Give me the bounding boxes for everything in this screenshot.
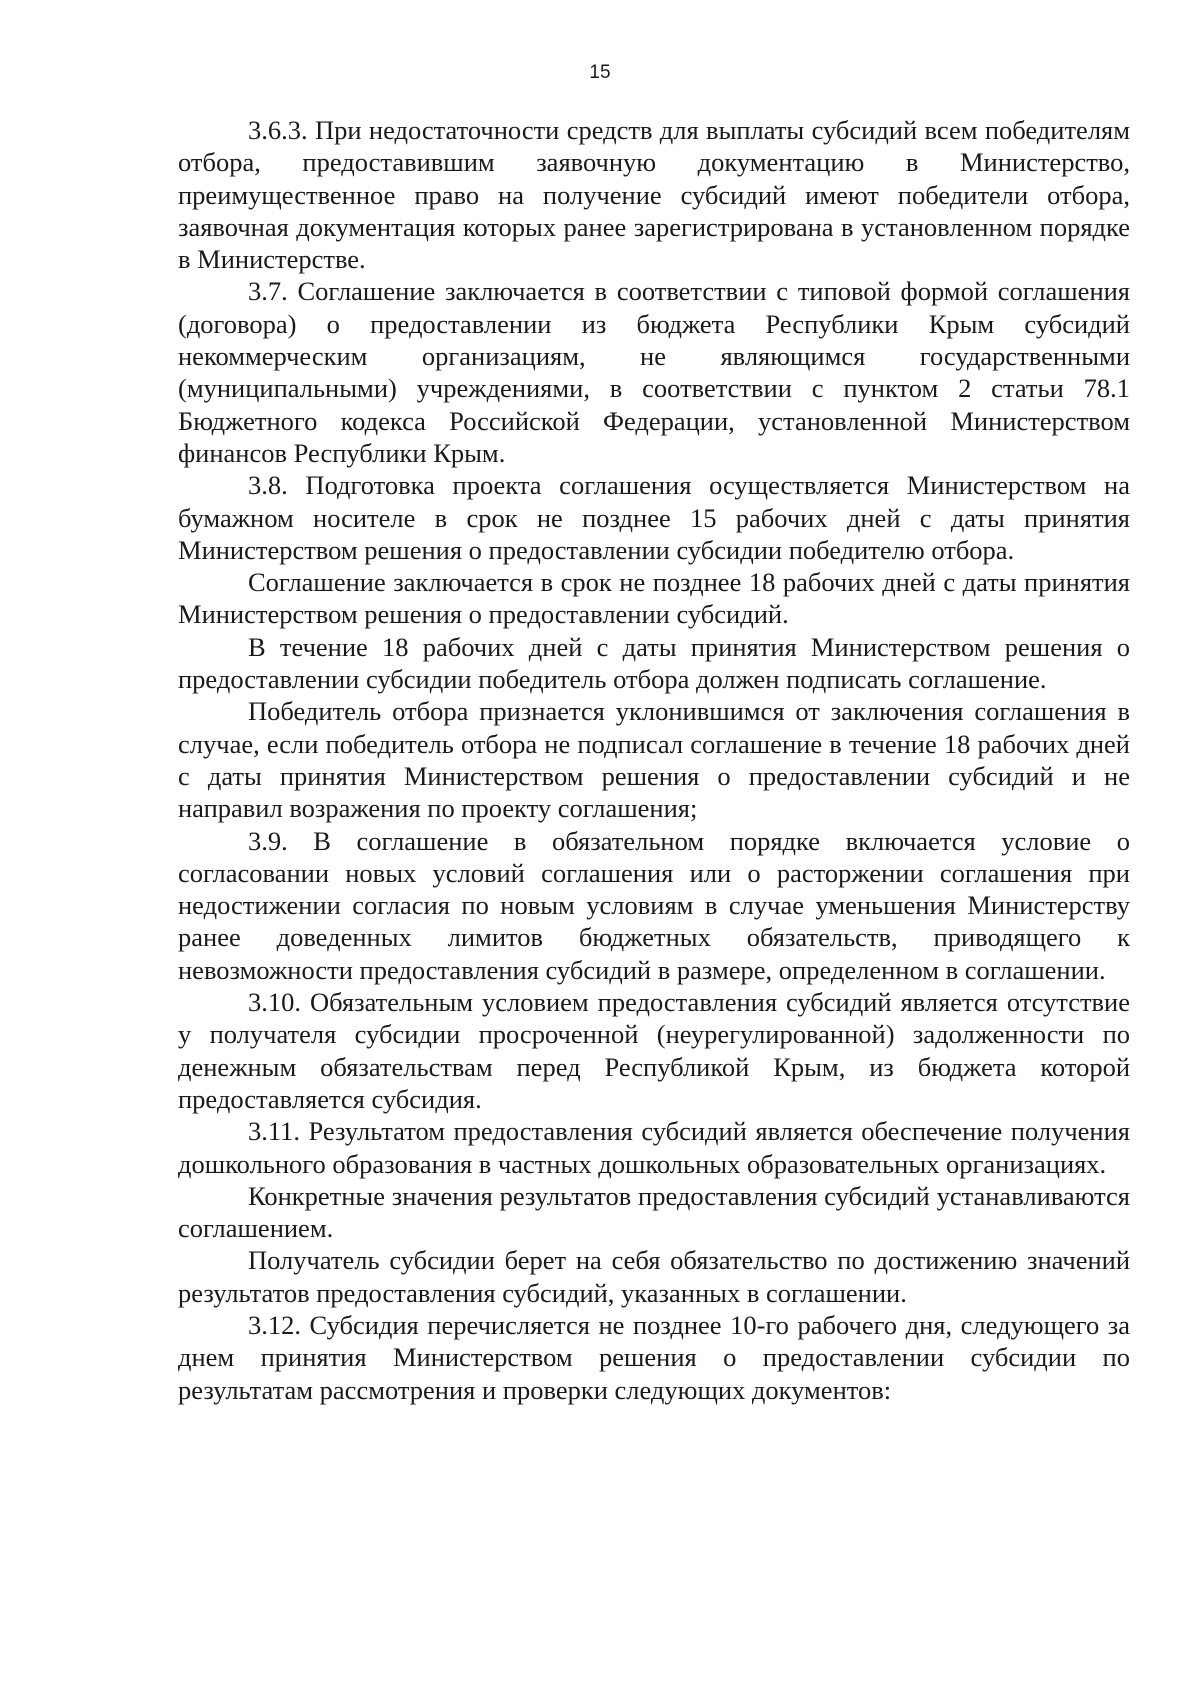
paragraph-3-8-agreement-term: Соглашение заключается в срок не позднее 18 рабочих дней с даты принятия Министерством решения о предоставлении субсидий.: [178, 567, 1130, 630]
paragraph-3-11-obligation: Получатель субсидии берет на себя обязательство по достижению значений результатов предоставления субсидий, указанных в соглашении.: [178, 1245, 1130, 1308]
page-number: 15: [589, 62, 611, 83]
paragraph-3-12: 3.12. Субсидия перечисляется не позднее 10-го рабочего дня, следующего за днем принятия Министерством решения о предоставлении субсидии по результатам рассмотрения и проверки следующих документов:: [178, 1309, 1130, 1405]
paragraph-3-11: 3.11. Результатом предоставления субсидий является обеспечение получения дошкольного образования в частных дошкольных образовательных организациях.: [178, 1116, 1130, 1179]
document-body: [178, 114, 1130, 1406]
paragraph-3-9: 3.9. В соглашение в обязательном порядке включается условие о согласовании новых условий соглашения или о расторжении соглашения при недостижении согласия по новым условиям в случае уменьшения Министерству ранее доведенных лимитов бюджетных обязательств, приводящего к невозможности предоставления субсидий в размере, определенном в соглашении.: [178, 825, 1130, 985]
paragraph-3-8: 3.8. Подготовка проекта соглашения осуществляется Министерством на бумажном носителе в срок не позднее 15 рабочих дней с даты принятия Министерством решения о предоставлении субсидии победителю отбора.: [178, 470, 1130, 565]
paragraph-3-8-evasion: Победитель отбора признается уклонившимся от заключения соглашения в случае, если победитель отбора не подписал соглашение в течение 18 рабочих дней с даты принятия Министерством решения о предоставлении субсидий и не направил возражения по проекту соглашения;: [178, 696, 1130, 824]
paragraph-3-11-values: Конкретные значения результатов предоставления субсидий устанавливаются соглашением.: [178, 1180, 1130, 1244]
paragraph-3-8-signing-term: В течение 18 рабочих дней с даты принятия Министерством решения о предоставлении субсидии победитель отбора должен подписать соглашение.: [178, 631, 1130, 695]
paragraph-3-7: 3.7. Соглашение заключается в соответствии с типовой формой соглашения (договора) о предоставлении из бюджета Республики Крым субсидий некоммерческим организациям, не являющимся государственными (муниципальными) учреждениями, в соответствии с пунктом 2 статьи 78.1 Бюджетного кодекса Российской Федерации, установленной Министерством финансов Республики Крым.: [178, 276, 1130, 468]
paragraph-3-10: 3.10. Обязательным условием предоставления субсидий является отсутствие у получателя субсидии просроченной (неурегулированной) задолженности по денежным обязательствам перед Республикой Крым, из бюджета которой предоставляется субсидия.: [178, 987, 1130, 1114]
paragraph-3-6-3: 3.6.3. При недостаточности средств для выплаты субсидий всем победителям отбора, предоставившим заявочную документацию в Министерство, преимущественное право на получение субсидий имеют победители отбора, заявочная документация которых ранее зарегистрирована в установленном порядке в Министерстве.: [178, 115, 1130, 275]
